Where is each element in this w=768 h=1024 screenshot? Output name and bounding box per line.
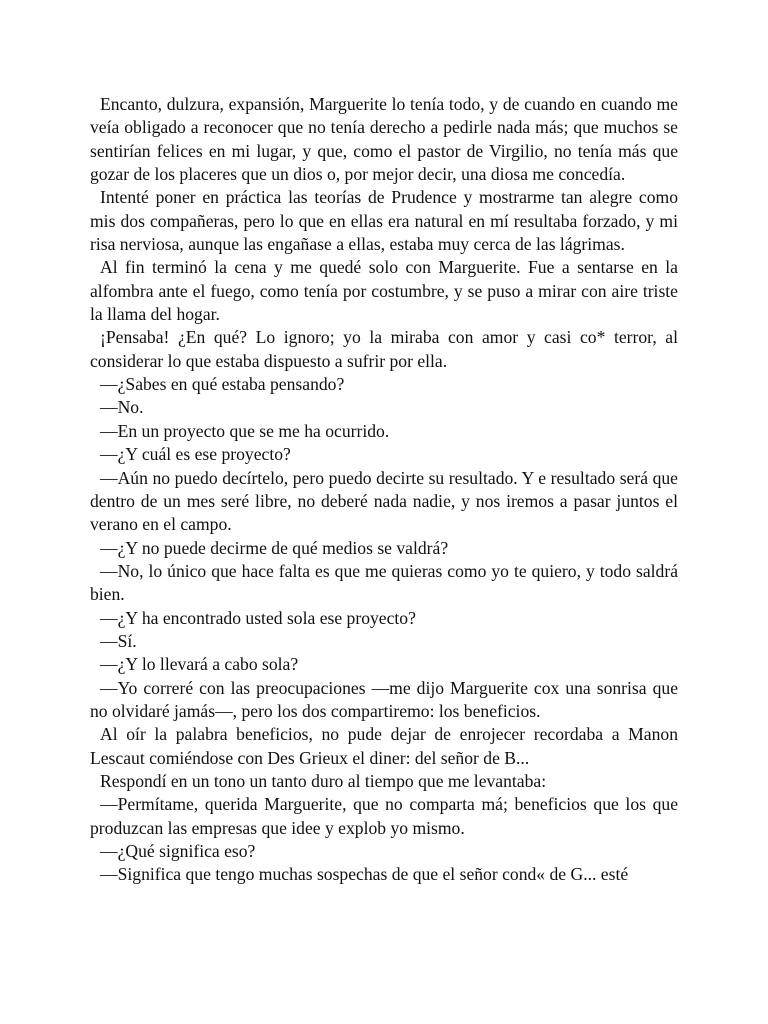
paragraph: Al fin terminó la cena y me quedé solo con Marguerite. Fue a sentarse en la alfombra ante el fuego, como tenía por costumbre, y se puso a mirar con aire triste la llama del hogar. (90, 257, 678, 325)
dialogue-line: —Permítame, querida Marguerite, que no comparta má; beneficios que los que produzcan las empresas que idee y explob yo mismo. (90, 794, 678, 838)
dialogue-line: —¿Y no puede decirme de qué medios se valdrá? (100, 537, 449, 558)
paragraph: ¡Pensaba! ¿En qué? Lo ignoro; yo la miraba con amor y casi co* terror, al considerar lo que estaba dispuesto a sufrir por ella. (90, 327, 678, 371)
dialogue-line: —¿Y cuál es ese proyecto? (100, 444, 291, 465)
dialogue-line: —Significa que tengo muchas sospechas de que el señor cond« de G... esté (100, 864, 629, 885)
dialogue-line: —¿Sabes en qué estaba pensando? (100, 374, 345, 395)
dialogue-line: —¿Qué significa eso? (100, 841, 256, 861)
paragraph: Al oír la palabra beneficios, no pude dejar de enrojecer recordaba a Manon Lescaut comiéndose con Des Grieux el diner: del señor de B... (90, 724, 678, 768)
paragraph: Respondí en un tono un tanto duro al tiempo que me levantaba: (100, 770, 547, 791)
dialogue-line: —En un proyecto que se me ha ocurrido. (100, 420, 390, 441)
dialogue-line: —Yo correré con las preocupaciones —me dijo Marguerite cox una sonrisa que no olvidaré jamás—, pero los dos compartiremo: los beneficios. (90, 677, 678, 721)
dialogue-line: —¿Y lo llevará a cabo sola? (100, 654, 299, 675)
dialogue-line: —Sí. (100, 630, 137, 651)
dialogue-line: —Aún no puedo decírtelo, pero puedo decirte su resultado. Y e resultado será que dentro de un mes seré libre, no deberé nada nadie, y nos iremos a pasar juntos el verano en el campo. (90, 467, 678, 535)
paragraph: Encanto, dulzura, expansión, Marguerite lo tenía todo, y de cuando en cuando me veía obligado a reconocer que no tenía derecho a pedirle nada más; que muchos se sentirían felices en mi lugar, y que, como el pastor de Virgilio, no tenía más que gozar de los placeres que un dios o, por mejor decir, una diosa me concedía. (90, 94, 678, 185)
dialogue-line: —¿Y ha encontrado usted sola ese proyecto? (100, 607, 416, 628)
body-text (90, 93, 678, 887)
dialogue-line: —No, lo único que hace falta es que me quieras como yo te quiero, y todo saldrá bien. (90, 560, 678, 605)
paragraph: Intenté poner en práctica las teorías de Prudence y mostrarme tan alegre como mis dos compañeras, pero lo que en ellas era natural en mí resultaba forzado, y mi risa nerviosa, aunque las engañase a ellas, estaba muy cerca de las lágrimas. (90, 187, 678, 255)
dialogue-line: —No. (100, 397, 144, 418)
